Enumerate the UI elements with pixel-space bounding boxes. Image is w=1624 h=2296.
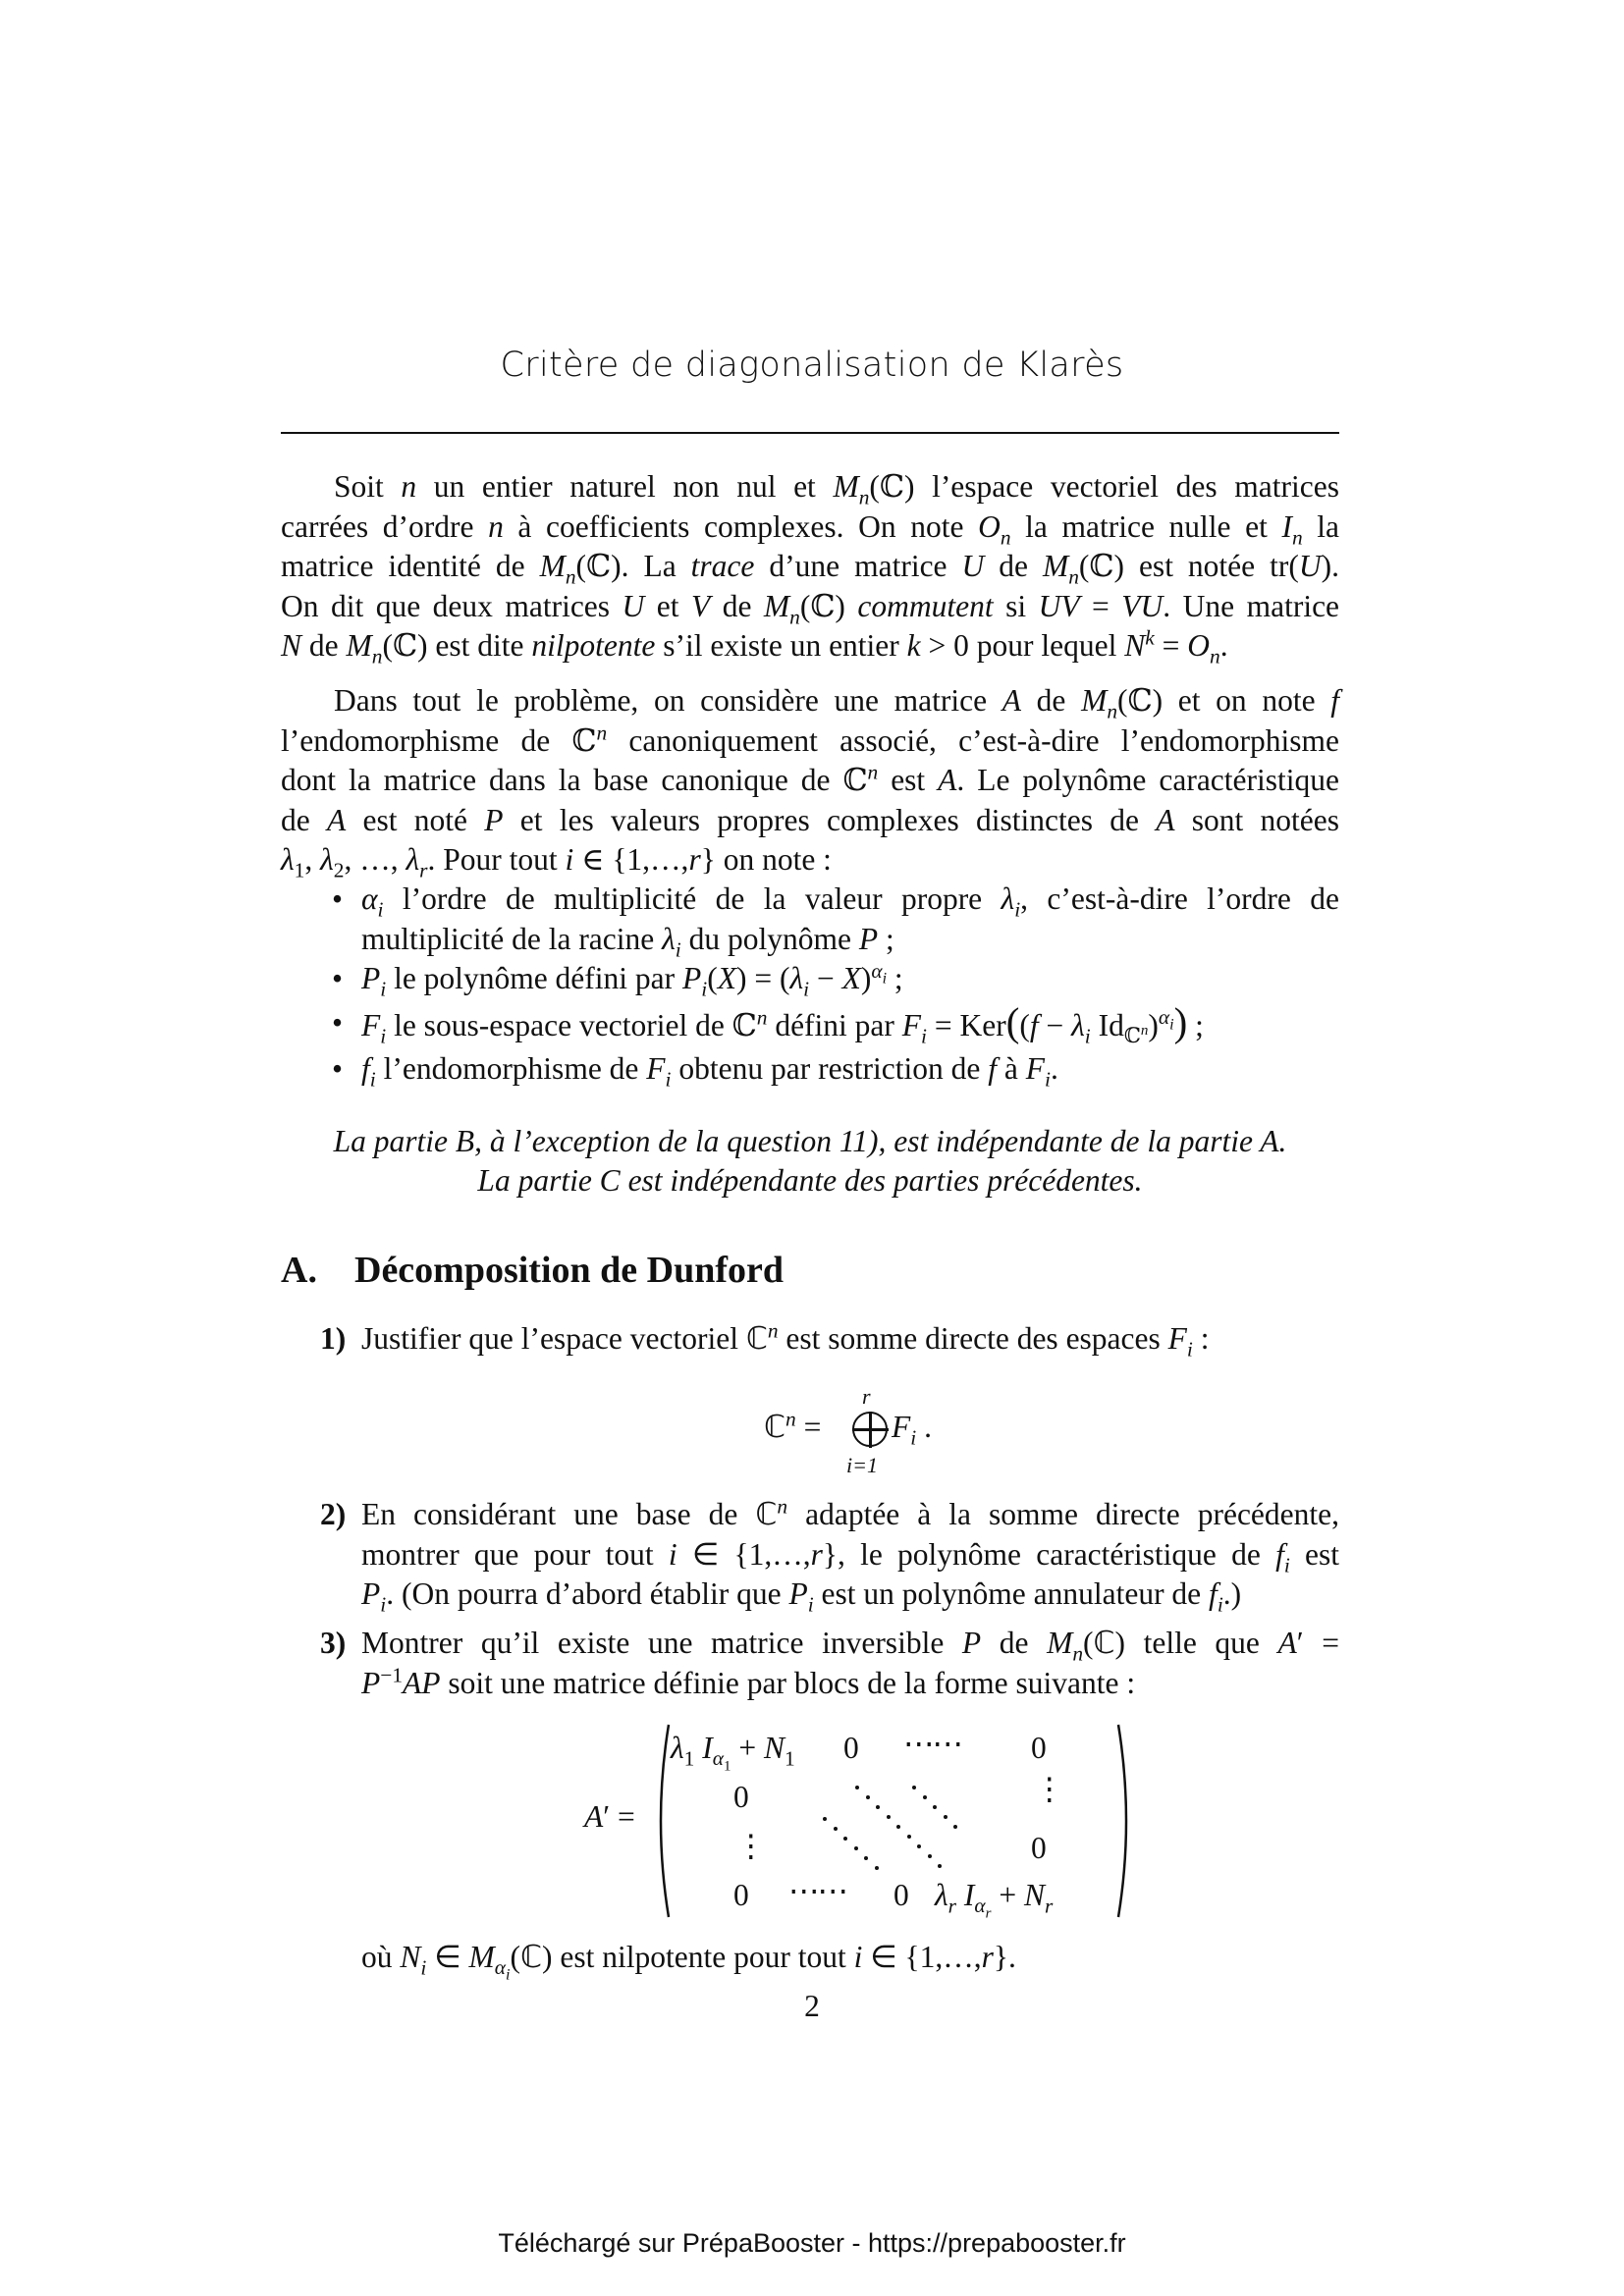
- oplus-icon: [850, 1410, 890, 1449]
- document-title: Critère de diagonalisation de Klarès: [500, 346, 1124, 385]
- sum-upper-limit: r: [862, 1384, 871, 1409]
- intro-paragraph-2: [281, 681, 1339, 881]
- question-3: [281, 1624, 1339, 1703]
- intro-paragraph-1: [281, 467, 1339, 667]
- section-heading: [281, 1249, 784, 1292]
- matrix-top-left-block: $\lambda_1$ $I_{\alpha_1} + N_1$: [671, 1731, 795, 1775]
- bullet-dot-icon: •: [332, 881, 344, 916]
- matrix-zero: 0: [733, 1878, 749, 1912]
- bullet-fi: • $f_i$ l’endomorphisme de $F_i$ obtenu par restriction de f à $F_i$.: [332, 1051, 1058, 1092]
- question-2: [281, 1495, 1339, 1615]
- bullet-Pi: • $P_i$ le polynôme défini par $P_i(X) = (\lambda_i - X)^{\alpha_i}$ ;: [332, 958, 903, 1001]
- question-number: 1): [320, 1321, 347, 1356]
- question-number: 3): [320, 1626, 347, 1660]
- para1-line-5: N de $M_n(ℂ)$ est dite nilpotente s’il existe un entier k > 0 pour lequel $N^k = O_n$.: [281, 625, 1228, 668]
- sum-lower-limit: i=1: [846, 1453, 878, 1477]
- left-paren-icon: [651, 1723, 673, 1919]
- diagonal-dots-icon: [781, 1782, 1016, 1880]
- direct-sum-equation: ℂ$^n$ = r $F_i$ . i=1: [764, 1384, 932, 1477]
- bullet-dot-icon: •: [332, 961, 344, 995]
- para2-line-3: dont la matrice dans la base canonique de ℂ$^n$ est A. Le polynôme caractéristique: [281, 760, 1339, 797]
- question-text: Justifier que l’espace vectoriel ℂ$^n$ est somme directe des espaces $F_i$ :: [361, 1318, 1210, 1362]
- block-matrix: [584, 1723, 1134, 1922]
- page-number: 2: [804, 1989, 820, 2023]
- matrix-vdots: ⋮: [735, 1829, 767, 1863]
- matrix-hdots: ⋯⋯: [788, 1874, 846, 1908]
- parts-note: [281, 1122, 1339, 1201]
- matrix-zero: 0: [1031, 1831, 1047, 1865]
- para2-line-1: Dans tout le problème, on considère une matrice A de $M_n(ℂ)$ et on note f: [334, 683, 1339, 723]
- section-title: Décomposition de Dunford: [354, 1250, 785, 1291]
- matrix-zero: 0: [1031, 1731, 1047, 1765]
- question-text: Montrer qu’il existe une matrice inversible P de $M_n(ℂ)$ telle que A′ = $P^{-1}AP$ soit une matrice définie par blocs de la forme suivante :: [361, 1626, 1340, 1700]
- matrix-label: A′ =: [584, 1799, 635, 1834]
- matrix-zero: 0: [893, 1878, 909, 1912]
- definitions-list: [281, 880, 1339, 1090]
- matrix-vdots: ⋮: [1034, 1772, 1065, 1806]
- download-footer: Téléchargé sur PrépaBooster - https://prepabooster.fr: [498, 2228, 1126, 2258]
- bullet-alpha: • $\alpha_i$ l’ordre de multiplicité de la valeur propre $\lambda_i$, c’est-à-dire l’ordre de multiplicité de la racine $\lambda_i$ du polynôme P ;: [332, 881, 1339, 961]
- bullet-Fi: • $F_i$ le sous-espace vectoriel de ℂ$^n$ défini par $F_i = Ker((f - \lambda_i$ $Id_{ℂ^n})^{\alpha_i}$) ;: [332, 999, 1204, 1047]
- note-line-1: La partie B, à l’exception de la question 11), est indépendante de la partie A.: [333, 1124, 1287, 1158]
- question-number: 2): [320, 1497, 347, 1531]
- matrix-bottom-right-block: $\lambda_r$ $I_{\alpha_r} + N_r$: [935, 1878, 1054, 1922]
- question-text: En considérant une base de ℂ$^n$ adaptée à la somme directe précédente, montrer que pour tout i ∈ {1,…,r}, le polynôme caractéristique de $f_i$ est $P_i$. (On pourra d’abord établir que $P_i$ est un polynôme annulateur de $f_i$.): [361, 1494, 1339, 1617]
- para2-line-5: $\lambda_1$, $\lambda_2$, …, $\lambda_r$. Pour tout i ∈ {1,…,r} on note :: [281, 842, 832, 882]
- para1-line-1: Soit n un entier naturel non nul et $M_n(ℂ)$ l’espace vectoriel des matrices: [334, 469, 1339, 509]
- section-number: A.: [281, 1250, 317, 1291]
- para1-line-2: carrées d’ordre n à coefficients complexes. On note $O_n$ la matrice nulle et $I_n$ la: [281, 508, 1339, 549]
- para2-line-4: de A est noté P et les valeurs propres complexes distinctes de A sont notées: [281, 802, 1339, 837]
- question-1: [281, 1319, 1339, 1360]
- matrix-zero: 0: [733, 1780, 749, 1814]
- right-paren-icon: [1114, 1723, 1136, 1919]
- para1-line-3: matrice identité de $M_n(ℂ)$. La trace d’une matrice U de $M_n(ℂ)$ est notée tr(U).: [281, 549, 1339, 589]
- para2-line-2: l’endomorphisme de ℂ$^n$ canoniquement associé, c’est-à-dire l’endomorphisme: [281, 721, 1339, 758]
- matrix-zero: 0: [843, 1731, 859, 1765]
- question-3-conclusion: où $N_i$ ∈ $M_{\alpha_i}(ℂ)$ est nilpotente pour tout i ∈ {1,…,r}.: [361, 1940, 1016, 1984]
- note-line-2: La partie C est indépendante des parties précédentes.: [477, 1163, 1143, 1198]
- bullet-dot-icon: •: [332, 1051, 344, 1086]
- title-rule: [281, 432, 1339, 434]
- para1-line-4: On dit que deux matrices U et V de $M_n(ℂ)$ commutent si UV = VU. Une matrice: [281, 588, 1340, 628]
- bullet-dot-icon: •: [332, 1004, 344, 1040]
- matrix-hdots: ⋯⋯: [903, 1727, 961, 1761]
